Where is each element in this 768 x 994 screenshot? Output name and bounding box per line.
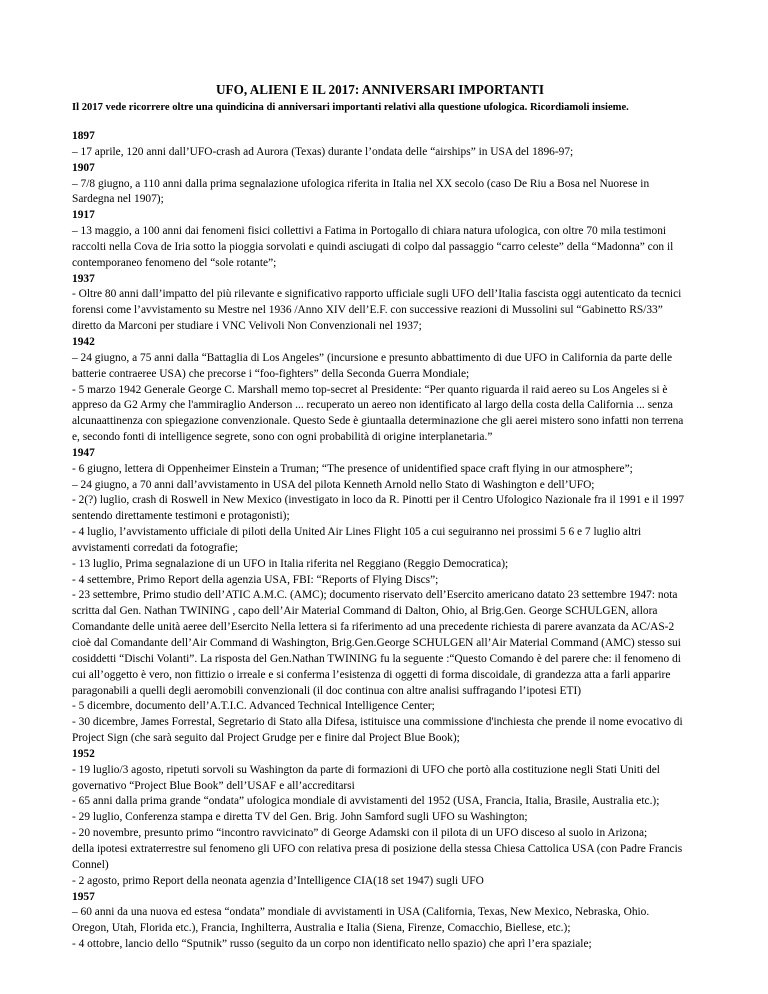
anniversary-entry: - 4 ottobre, lancio dello “Sputnik” russo (seguito da un corpo non identificato nello spazio) che aprì l’era spaziale; <box>72 938 592 951</box>
anniversary-entry: - 4 luglio, l’avvistamento ufficiale di piloti della United Air Lines Flight 105 a cui seguiranno nei prossimi 5 6 e 7 luglio altri avvistamenti corredati da fotografie; <box>72 526 642 554</box>
anniversary-entry: - 30 dicembre, James Forrestal, Segretario di Stato alla Difesa, istituisce una commissione d'inchiesta che prende il nome evocativo di Project Sign (che sarà seguito dal Project Grudge per e finire dal Project Blue Book); <box>72 716 683 745</box>
anniversary-entry: – 17 aprile, 120 anni dall’UFO-crash ad Aurora (Texas) durante l’ondata delle “airships” in USA del 1896-97; <box>72 145 574 158</box>
document-title: UFO, ALIENI E IL 2017: ANNIVERSARI IMPORTANTI <box>216 82 544 97</box>
anniversary-entry: - 29 luglio, Conferenza stampa e diretta TV del Gen. Brig. John Samford sugli UFO su Washington; <box>72 811 528 824</box>
anniversary-entry: - 19 luglio/3 agosto, ripetuti sorvoli su Washington da parte di formazioni di UFO che portò alla costituzione negli Stati Uniti del governativo “Project Blue Book” dell’USAF e all’accreditarsi <box>72 763 660 792</box>
anniversary-entry: - 13 luglio, Prima segnalazione di un UFO in Italia riferita nel Reggiano (Reggio Democratica); <box>72 557 509 570</box>
anniversary-entry: - 2(?) luglio, crash di Roswell in New Mexico (investigato in loco da R. Pinotti per il Centro Ufologico Nazionale fra il 1991 e il 1997 sentendo direttamente testimoni e protagonisti); <box>72 494 685 523</box>
anniversary-entry: – 24 giugno, a 75 anni dalla “Battaglia di Los Angeles” (incursione e presunto abbattimento di due UFO in California da parte delle batterie contraeree USA) che precorse i “foo-fighters” della Seconda Guerra Mondiale; <box>72 351 673 380</box>
document-subtitle: Il 2017 vede ricorrere oltre una quindicina di anniversari importanti relativi alla questione ufologica. Ricordiamoli insieme. <box>72 102 629 113</box>
year-heading: 1957 <box>72 890 95 903</box>
year-heading: 1907 <box>72 161 95 174</box>
anniversary-entry: - 20 novembre, presunto primo “incontro ravvicinato” di George Adamski con il pilota di un UFO disceso al suolo in Arizona; <box>72 827 648 840</box>
anniversary-entry: – 7/8 giugno, a 110 anni dalla prima segnalazione ufologica riferita in Italia nel XX secolo (caso De Riu a Bosa nel Nuorese in Sardegna nel 1907); <box>72 177 650 206</box>
year-heading: 1952 <box>72 747 95 760</box>
anniversary-list <box>72 129 688 953</box>
anniversary-entry: - Oltre 80 anni dall’impatto del più rilevante e significativo rapporto ufficiale sugli UFO dell’Italia fascista oggi autenticato da tecnici forensi come l’avvistamento su Mestre nel 1936 /Anno XIV dell’E.F. con successive reazioni di Mussolini sul “Gabinetto RS/33” diretto da Marconi per studiare i VNC Velivoli Non Convenzionali nel 1937; <box>72 288 682 333</box>
anniversary-entry: - 65 anni dalla prima grande “ondata” ufologica mondiale di avvistamenti del 1952 (USA, Francia, Italia, Brasile, Australia etc.); <box>72 795 660 808</box>
anniversary-entry: – 13 maggio, a 100 anni dai fenomeni fisici collettivi a Fatima in Portogallo di chiara natura ufologica, con oltre 70 mila testimoni raccolti nella Cova de Iria sotto la pioggia sorvolati e quindi asciugati di colpo dal passaggio “carro celeste” della “Madonna” con il contemporaneo fenomeno del “sole rotante”; <box>72 225 674 269</box>
anniversary-entry: della ipotesi extraterrestre sul fenomeno gli UFO con relativa presa di posizione della stessa Chiesa Cattolica USA (con Padre Francis Connel) <box>72 842 683 871</box>
document-page <box>72 82 688 953</box>
anniversary-entry: - 2 agosto, primo Report della neonata agenzia d’Intelligence CIA(18 set 1947) sugli UFO <box>72 874 484 887</box>
anniversary-entry: - 5 dicembre, documento dell’A.T.I.C. Advanced Technical Intelligence Center; <box>72 700 435 713</box>
anniversary-entry: - 23 settembre, Primo studio dell’ATIC A.M.C. (AMC); documento riservato dell’Esercito americano datato 23 settembre 1947: nota scritta dal Gen. Nathan TWINING , capo dell’Air Material Command di Dalton, Ohio, al Brig.Gen. George SCHULGEN, allora Comandante delle unità aeree dell’Esercito Nella lettera si fa riferimento ad una precedente richiesta di parere avanzata da AC/AS-2 cioè dal Comandante dell’Air Command di Washington, Brig.Gen.George SCHULGEN all’Air Material Command (AMC) stesso sui cosiddetti “Dischi Volanti”. La risposta del Gen.Nathan TWINING fu la seguente :“Questo Comando è del parere che: il fenomeno di cui all’oggetto è vero, non fittizio o irreale e si conferma l’esistenza di oggetti di forma discoidale, di grandezza atta a farli apparire paragonabili a quelli degli aeromobili convenzionali (il doc continua con altre analisi suffragando l’ipotesi ETI) <box>72 589 681 697</box>
anniversary-entry: – 60 anni da una nuova ed estesa “ondata” mondiale di avvistamenti in USA (California, Texas, New Mexico, Nebraska, Ohio. Oregon, Utah, Florida etc.), Francia, Inghilterra, Australia e Italia (Siena, Firenze, Comacchio, Biellese, etc.); <box>72 906 650 935</box>
year-heading: 1942 <box>72 335 95 348</box>
year-heading: 1937 <box>72 272 95 285</box>
year-heading: 1897 <box>72 130 95 142</box>
anniversary-entry: - 5 marzo 1942 Generale George C. Marshall memo top-secret al Presidente: “Per quanto riguarda il raid aereo su Los Angeles si è appreso da G2 Army che l'ammiraglio Anderson ... recuperato un aereo non identificato al largo della costa della California ... senza alcunaattinenza con spiegazione convenzionale. Questo Sede è giuntaalla determinazione che gli aerei mistero sono infatti non terrena e, secondo fonti di intelligence segrete, sono con ogni probabilità di origine interplanetaria.” <box>72 383 684 444</box>
anniversary-entry: - 4 settembre, Primo Report della agenzia USA, FBI: “Reports of Flying Discs”; <box>72 573 439 586</box>
anniversary-entry: – 24 giugno, a 70 anni dall’avvistamento in USA del pilota Kenneth Arnold nello Stato di Washington e dell’UFO; <box>72 478 595 491</box>
year-heading: 1917 <box>72 209 95 222</box>
year-heading: 1947 <box>72 446 95 459</box>
anniversary-entry: - 6 giugno, lettera di Oppenheimer Einstein a Truman; “The presence of unidentified space craft flying in our atmosphere”; <box>72 462 633 475</box>
